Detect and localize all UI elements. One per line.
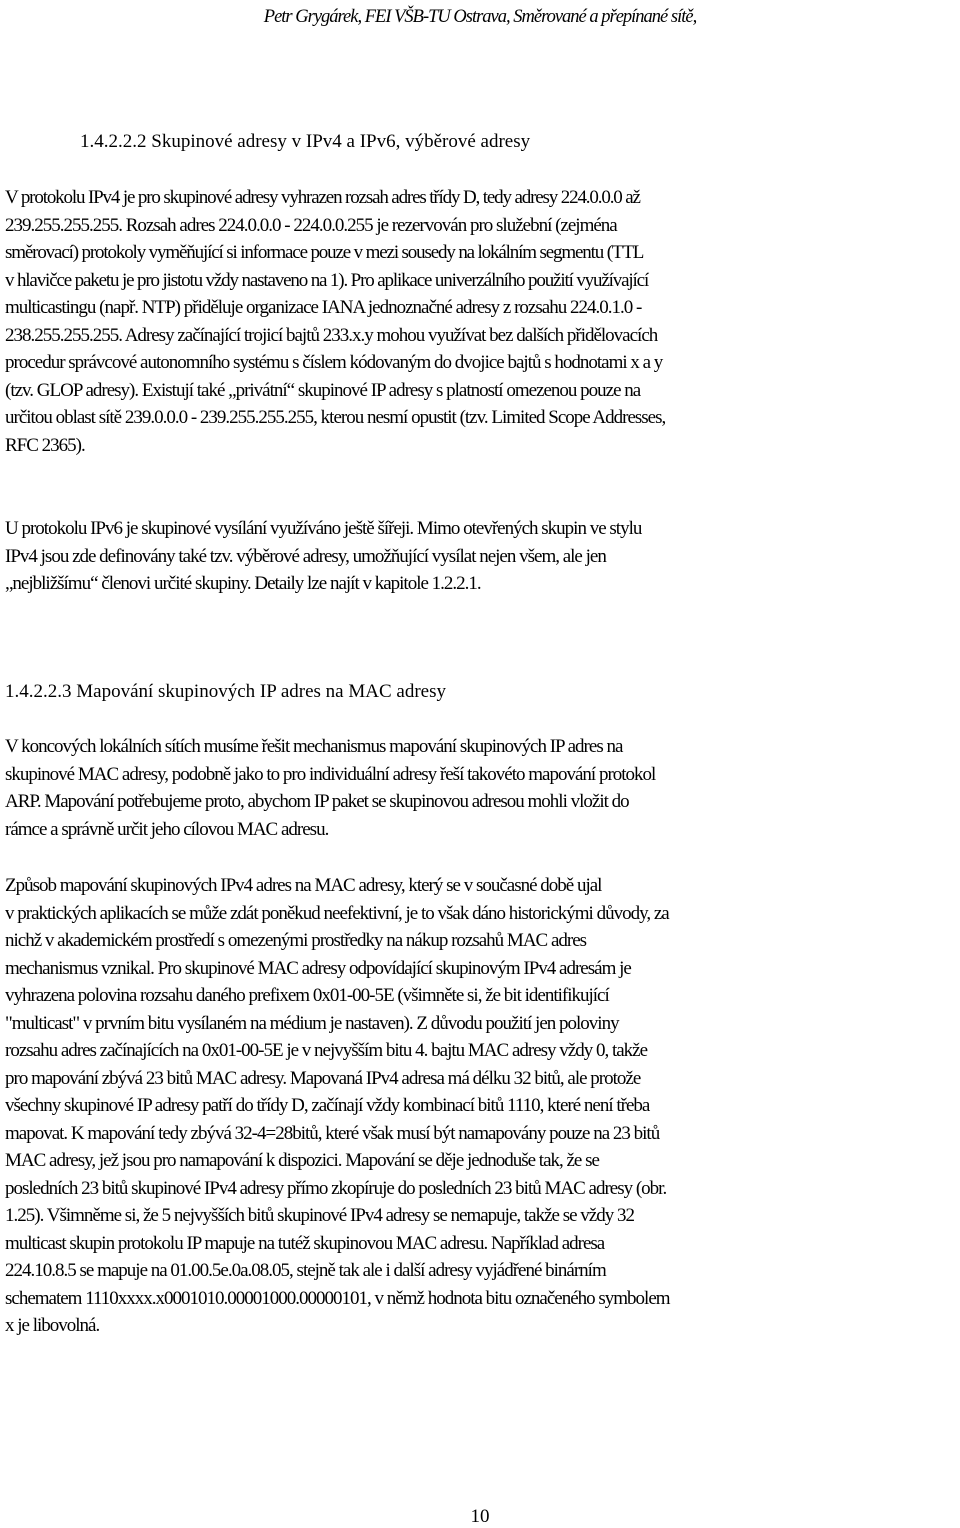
page-number: 10 xyxy=(470,1506,490,1527)
text-line: směrovací) protokoly vyměňující si informace pouze v mezi sousedy na lokálním segmentu (TTL xyxy=(5,242,644,263)
text-line: V koncových lokálních sítích musíme řešit mechanismus mapování skupinových IP adres na xyxy=(5,736,623,757)
text-line: v praktických aplikacích se může zdát poněkud neefektivní, je to však dáno historickými důvody, za xyxy=(5,902,669,924)
running-header: Petr Grygárek, FEI VŠB-TU Ostrava, Směrované a přepínané sítě, xyxy=(263,7,697,27)
text-line: ARP. Mapování potřebujeme proto, abychom IP paket se skupinovou adresou mohli vložit do xyxy=(5,791,629,812)
text-line: v hlavičce paketu je pro jistotu vždy nastaveno na 1). Pro aplikace univerzálního použití využívající xyxy=(5,269,649,291)
text-line: vyhrazena polovina rozsahu daného prefixem 0x01-00-5E (všimněte si, že bit identifikující xyxy=(5,985,609,1006)
text-line: multicastingu (např. NTP) přiděluje organizace IANA jednoznačné adresy z rozsahu 224.0.1.0 - xyxy=(5,297,642,318)
text-line: 238.255.255.255. Adresy začínající trojicí bajtů 233.x.y mohou využívat bez dalších přidělovacích xyxy=(5,324,658,346)
text-line: skupinové MAC adresy, podobně jako to pro individuální adresy řeší takovéto mapování protokol xyxy=(5,763,656,785)
text-line: multicast skupin protokolu IP mapuje na tutéž skupinovou MAC adresu. Například adresa xyxy=(5,1232,605,1254)
text-line: V protokolu IPv4 je pro skupinové adresy vyhrazen rozsah adres třídy D, tedy adresy 224.0.0.0 až xyxy=(5,187,640,208)
text-line: mapovat. K mapování tedy zbývá 32-4=28bitů, které však musí být namapovány pouze na 23 bitů xyxy=(5,1122,660,1144)
section-heading-mapovani: 1.4.2.2.3 Mapování skupinových IP adres na MAC adresy xyxy=(5,681,446,702)
paragraph-mapping-details xyxy=(5,872,960,1340)
text-line: IPv4 jsou zde definovány také tzv. výběrové adresy, umožňující vysílat nejen všem, ale jen xyxy=(5,545,606,567)
text-line: 239.255.255.255. Rozsah adres 224.0.0.0 - 224.0.0.255 je rezervován pro služební (zejména xyxy=(5,214,617,236)
paragraph-mapping-intro xyxy=(5,733,960,843)
text-line: 224.10.8.5 se mapuje na 01.00.5e.0a.08.05, stejně tak ale i další adresy vyjádřené binárním xyxy=(5,1260,606,1281)
text-line: „nejbližšímu“ členovi určité skupiny. Detaily lze najít v kapitole 1.2.2.1. xyxy=(5,573,481,594)
text-line: "multicast" v prvním bitu vysílaném na médium je nastaven). Z důvodu použití jen poloviny xyxy=(5,1012,619,1034)
text-line: U protokolu IPv6 je skupinové vysílání využíváno ještě šířeji. Mimo otevřených skupin ve stylu xyxy=(5,518,642,539)
text-line: (tzv. GLOP adresy). Existují také „privátní“ skupinové IP adresy s platností omezenou pouze na xyxy=(5,379,641,401)
text-line: procedur správcové autonomního systému s číslem kódovaným do dvojice bajtů s hodnotami x a y xyxy=(5,352,663,373)
text-line: mechanismus vznikal. Pro skupinové MAC adresy odpovídající skupinovým IPv4 adresám je xyxy=(5,957,631,979)
text-line: rámce a správně určit jeho cílovou MAC adresu. xyxy=(5,818,329,840)
text-line: RFC 2365). xyxy=(5,434,85,456)
text-line: MAC adresy, jež jsou pro namapování k dispozici. Mapování se děje jednoduše tak, že se xyxy=(5,1150,599,1171)
paragraph-ipv6-multicast xyxy=(5,515,960,598)
text-line: posledních 23 bitů skupinové IPv4 adresy přímo zkopíruje do posledních 23 bitů MAC adresy (obr. xyxy=(5,1177,667,1199)
text-line: nichž v akademickém prostředí s omezenými prostředky na nákup rozsahů MAC adres xyxy=(5,930,587,951)
text-line: rozsahu adres začínajících na 0x01-00-5E je v nejvyšším bitu 4. bajtu MAC adresy vždy 0, takže xyxy=(5,1040,648,1061)
text-line: schematem 1110xxxx.x0001010.00001000.00000101, v němž hodnota bitu označeného symbolem xyxy=(5,1287,670,1309)
text-line: pro mapování zbývá 23 bitů MAC adresy. Mapovaná IPv4 adresa má délku 32 bitů, ale protože xyxy=(5,1067,641,1089)
text-line: x je libovolná. xyxy=(5,1315,100,1336)
text-line: určitou oblast sítě 239.0.0.0 - 239.255.255.255, kterou nesmí opustit (tzv. Limited Scope Addresses, xyxy=(5,407,666,428)
text-line: 1.25). Všimněme si, že 5 nejvyšších bitů skupinové IPv4 adresy se nemapuje, takže se vždy 32 xyxy=(5,1205,634,1226)
text-line: všechny skupinové IP adresy patří do třídy D, začínají vždy kombinací bitů 1110, které není třeba xyxy=(5,1095,650,1116)
section-heading-skupinove-adresy: 1.4.2.2.2 Skupinové adresy v IPv4 a IPv6, výběrové adresy xyxy=(80,131,531,152)
text-line: Způsob mapování skupinových IPv4 adres na MAC adresy, který se v současné době ujal xyxy=(5,875,602,896)
paragraph-ipv4-multicast xyxy=(5,184,960,459)
